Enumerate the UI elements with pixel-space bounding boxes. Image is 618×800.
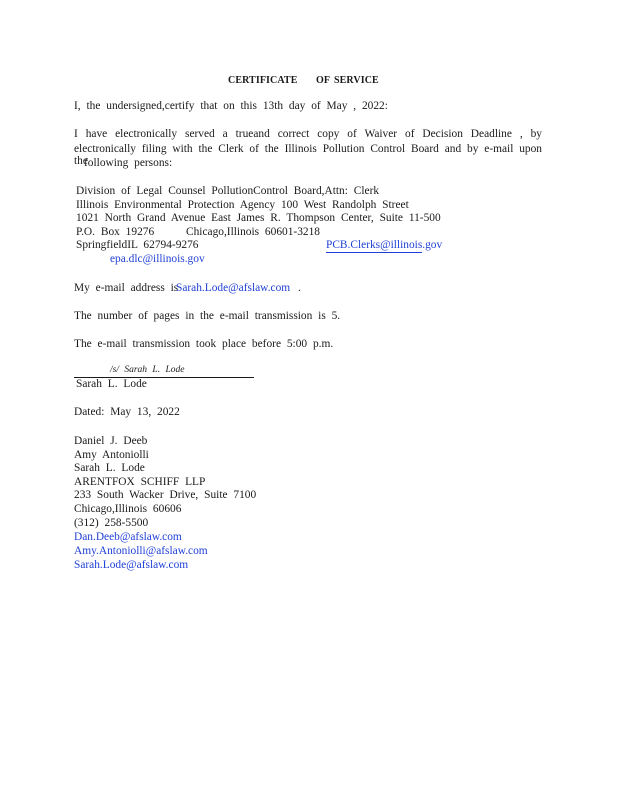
email-link-pcb-clerks[interactable]: PCB.Clerks@illinois.gov (326, 239, 443, 251)
service-paragraph-line1: I have electronically served a trueand correct copy of Waiver of Decision Deadline , by (74, 128, 542, 140)
title-certificate: CERTIFICATE (228, 75, 298, 86)
firm-phone: (312) 258-5500 (74, 517, 149, 529)
email-link-sarah-lode-counsel[interactable]: Sarah.Lode@afslaw.com (74, 559, 189, 571)
signer-name: Sarah L. Lode (76, 378, 147, 390)
service-list-line3: 1021 North Grand Avenue East James R. Thompson Center, Suite 11-500 (76, 212, 441, 224)
my-email-period: . (298, 282, 301, 294)
firm-address-city: Chicago,Illinois 60606 (74, 503, 182, 515)
email-link-epa[interactable]: epa.dlc@illinois.gov (110, 253, 205, 265)
dated-line: Dated: May 13, 2022 (74, 406, 180, 418)
email-underline (326, 252, 422, 253)
email-link-sarah-lode[interactable]: Sarah.Lode@afslaw.com (176, 282, 291, 294)
service-list-po-box: P.O. Box 19276 (76, 226, 155, 238)
page-count-statement: The number of pages in the e-mail transmission is 5. (74, 310, 341, 322)
service-list-chicago: Chicago,Illinois 60601-3218 (186, 226, 320, 238)
counsel-name-lode: Sarah L. Lode (74, 462, 145, 474)
electronic-signature: /s/ Sarah L. Lode (110, 365, 185, 375)
transmission-time-statement: The e-mail transmission took place before 5:00 p.m. (74, 338, 334, 350)
email-link-dan-deeb[interactable]: Dan.Deeb@afslaw.com (74, 531, 182, 543)
service-list-line2: Illinois Environmental Protection Agency 100 West Randolph Street (76, 199, 409, 211)
title-of: OF (316, 75, 331, 86)
service-paragraph-line3: following persons: (84, 157, 173, 169)
email-link-amy-antoniolli[interactable]: Amy.Antoniolli@afslaw.com (74, 545, 208, 557)
service-paragraph-line2: electronically filing with the Clerk of the Illinois Pollution Control Board and by e-mail upon the (74, 143, 542, 167)
counsel-name-antoniolli: Amy Antoniolli (74, 449, 149, 461)
my-email-label: My e-mail address is (74, 282, 179, 294)
intro-statement: I, the undersigned,certify that on this 13th day of May , 2022: (74, 100, 388, 112)
title-service: SERVICE (334, 75, 379, 86)
counsel-name-deeb: Daniel J. Deeb (74, 435, 148, 447)
law-firm-name: ARENTFOX SCHIFF LLP (74, 476, 206, 488)
firm-address-street: 233 South Wacker Drive, Suite 7100 (74, 489, 257, 501)
service-list-line1: Division of Legal Counsel PollutionControl Board,Attn: Clerk (76, 185, 380, 197)
service-list-springfield: SpringfieldIL 62794-9276 (76, 239, 199, 251)
